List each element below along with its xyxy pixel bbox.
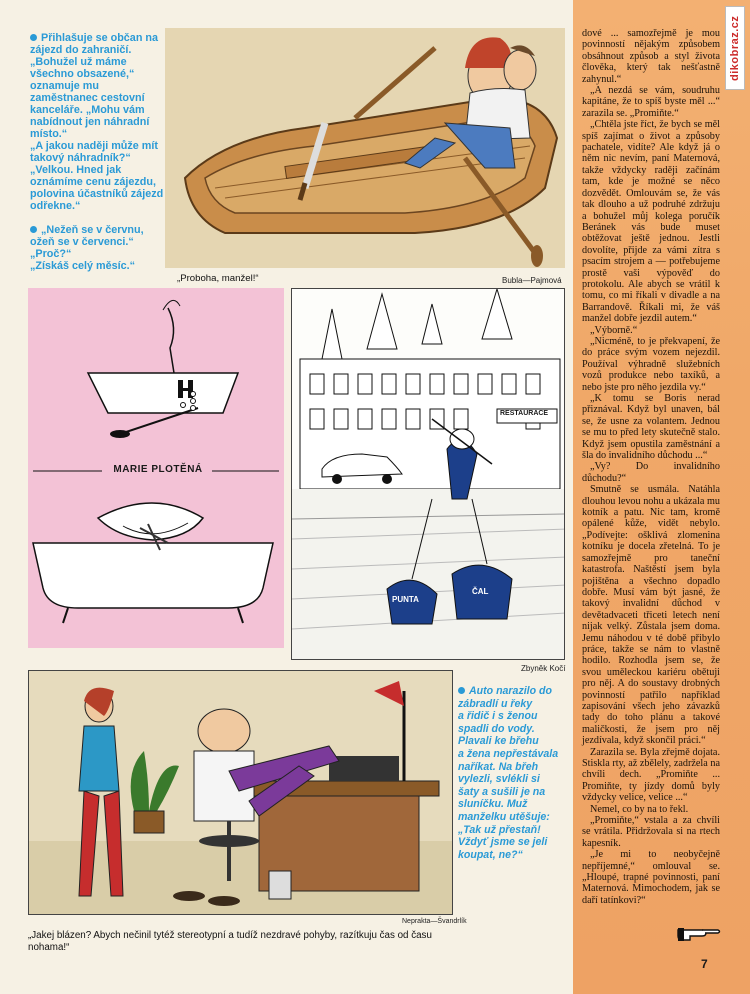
street-illustration [292, 289, 565, 660]
joke-line: Auto narazilo do [469, 685, 552, 697]
watermark: dikobraz.cz [725, 6, 745, 90]
rowing-cartoon [28, 288, 284, 648]
joke-line: ožeň se v červenci.“ [30, 236, 134, 248]
joke-line: „Velkou. Hned jak [30, 164, 122, 176]
article-paragraph: „Nicméně, to je překvapení, že do práce svým vozem nejezdil. Používal výhradně služebních vozů produkce nebo taxíků, a nebo jste pro něho jezdila vy.“ [582, 335, 720, 393]
joke-2 [30, 224, 160, 272]
joke-line: vylezli, svlékli si [458, 773, 540, 786]
police-badge-2: ČAL [472, 587, 489, 596]
joke-line: „Bohužel už máme [30, 56, 127, 68]
boat-credit: Bubla—Pajmová [502, 276, 562, 285]
street-cartoon [291, 288, 565, 660]
pink-artist-name: MARIE PLOTĚNÁ [113, 464, 203, 475]
restaurant-sign: RESTAURACE [500, 410, 549, 417]
article-paragraph: „A nezdá se vám, soudruhu kapitáne, že to spíš byste měl ...“ zarazila se. „Promiňte.“ [582, 85, 720, 119]
office-credit: Neprakta—Švandrlík [402, 918, 467, 925]
bullet-icon [458, 687, 465, 694]
boat-caption-text: „Proboha, manžel!“ [177, 273, 259, 284]
article-paragraph: „Vy? Do invalidního důchodu?“ [582, 461, 720, 484]
boat-cartoon [165, 28, 565, 268]
joke-line: koupat, ne?“ [458, 848, 523, 861]
joke-line: spadli do vody. [458, 722, 535, 735]
joke-line: a žena nepřestávala [458, 747, 559, 760]
joke-line: a řidič i s ženou [458, 710, 538, 723]
article-paragraph: Smutně se usmála. Natáhla dlouhou levou nohu a ukázala mu kotník a patu. Nic tam, kromě opálené kůže, vidět nebylo. „Podívejte: ošklivá zlomenina kotníku je docela zřetelná. To je samozřejmě pro taneční katastrofa. Naštěstí jsem byla pojištěna a všechno dopadlo dobře. Musí vám být jasné, že takový invalidní důchod v devětadvaceti třiceti letech není nijak velký. Zůstala jsem doma. Jemu náhodou v té době přibylo práce, takže se nám to vlastně hodilo. Rozhodla jsem se, že svou uměleckou kariéru obětuji pro něj. A do soustavy drobných povinností patřilo například zapisování všech jeho závazků tady do toho plánu a takové maličkosti, že jsem pro něj jezdívala, když skončil práci.“ [582, 484, 720, 747]
joke-line: Přihlašuje se občan na [41, 32, 159, 44]
joke-line: oznamuje mu [30, 80, 99, 92]
joke-line: takový náhradník?“ [30, 152, 131, 164]
joke-line: zábradlí u řeky [458, 697, 533, 710]
page-number: 7 [701, 957, 708, 971]
joke-line: šaty a sušili je na [458, 785, 546, 798]
article-paragraph: Nemel, co by na to řekl. [590, 803, 689, 815]
bullet-icon [30, 34, 37, 41]
bullet-icon [30, 226, 37, 233]
joke-line: „Proč?“ [30, 248, 72, 260]
joke-line: místo.“ [30, 128, 68, 140]
article-paragraph: dové ... samozřejmě je mou povinností nějakým způsobem obsáhnout způsob a styl života člověka, který tak nešťastně zahynul.“ [582, 28, 720, 85]
joke-line: manželku utěšuje: [458, 810, 550, 823]
office-cartoon [28, 670, 453, 915]
boat-illustration [165, 28, 565, 268]
police-badge-1: PUNTA [392, 595, 419, 604]
office-caption-line2: nohama!“ [28, 942, 70, 953]
article-paragraph: „Promiňte,“ vstala a za chvíli se vrátila. Přidržovala si na rtech kapesník. [582, 815, 720, 849]
article-paragraph: Zarazila se. Byla zřejmě dojata. Stiskla rty, až zbělely, zadržela na chvíli dech. „Promiňte ... Promiňte, ty jízdy domů byly vždycky velice, velice ...“ [582, 746, 720, 804]
joke-line: „Získáš celý měsíc.“ [30, 260, 136, 272]
joke-line: „A jakou naději může mít [30, 140, 158, 152]
article-paragraph: „Je mi to neobyčejně nepříjemné,“ omlouval se. „Hloupé, trapné povinnosti, paní Maternová. Mimochodem, jak se daří tatínkovi?“ [582, 849, 720, 906]
article-paragraph: „Výborně.“ [590, 324, 638, 336]
office-caption-line1: „Jakej blázen? Abych nečinil tytéž stereotypní a tudíž nezdravé pohyby, razítkuju čas od času [28, 930, 432, 941]
joke-line: zájezd do zahraničí. [30, 44, 132, 56]
joke-line: nabídnout jen náhradní [30, 116, 150, 128]
joke-line: sluníčku. Muž [458, 798, 528, 811]
joke-line: oznámíme cenu zájezdu, [30, 176, 156, 188]
joke-line: naříkat. Na břeh [458, 760, 539, 773]
joke-line: kanceláře. „Mohu vám [30, 104, 145, 116]
article-text [582, 28, 720, 906]
joke-1 [30, 32, 164, 212]
office-illustration [29, 671, 453, 915]
joke-line: polovina účastníků zájezd [30, 188, 164, 200]
article-paragraph: „K tomu se Boris nerad přiznával. Když byl unaven, bál se, že usne za volantem. Jednou se mu to před lety skutečně stalo. Když jsem opustila zaměstnání a šla do invalidního důchodu ...“ [582, 393, 720, 462]
street-credit: Zbyněk Kočí [521, 664, 566, 673]
joke-3 [458, 685, 570, 861]
joke-line: zaměstnanec cestovní [30, 92, 145, 104]
pointing-hand-icon [676, 924, 722, 942]
joke-line: Vždyť jsme se jeli [458, 836, 548, 849]
article-paragraph: „Chtěla jste říct, že bych se měl spíš zajímat o život a způsoby pachatele, vidíte? Ale když já o něm nic nevím, paní Maternová, takže vždycky raději začínám tam, kde je možné se něco dozvědět. Omlouvám se, že vás tak dlouho a už podruhé zdržuju a bohužel můj kolega poručík Beránek vás bude muset obtěžovat ještě jednou. Jestli dovolíte, přijde za vámi zítra s psacím strojem a — potřebujeme prostě vaši výpověď do protokolu. Ale abych se vrátil k tomu, co mi říkali v divadle a na Barrandově. Říkali mi, že váš manžel dobře jezdil autem.“ [582, 119, 720, 325]
joke-line: všechno obsazené,“ [30, 68, 135, 80]
joke-line: „Nežeň se v červnu, [41, 224, 144, 236]
joke-line: Plavali ke břehu [458, 735, 539, 748]
joke-line: „Tak už přestaň! [458, 823, 541, 836]
joke-line: odřekne.“ [30, 200, 81, 212]
